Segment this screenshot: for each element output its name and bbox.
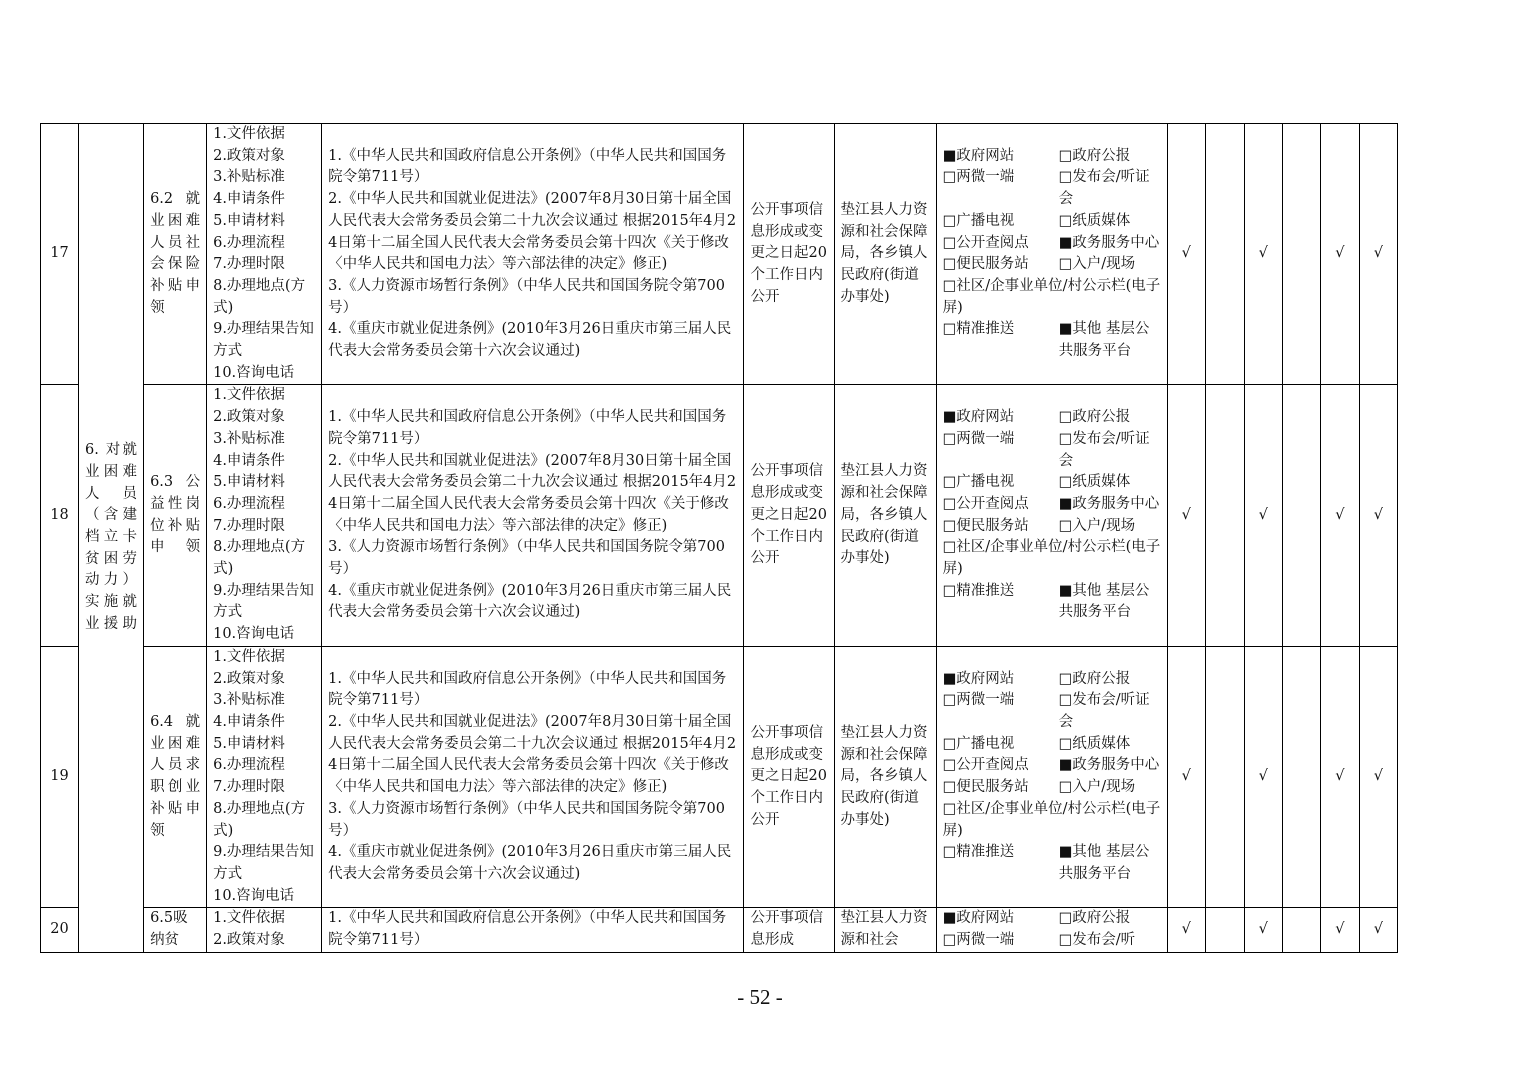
disclosure-item: 2.政策对象 [213,409,285,426]
law-reference: 1.《中华人民共和国政府信息公开条例》（中华人民共和国国务院令第711号） [328,409,727,447]
department-cell: 垫江县人力资源和社会保障局，各乡镇人民政府(街道办事处) [834,385,936,646]
law-reference: 3.《人力资源市场暂行条例》（中华人民共和国国务院令第700号） [328,800,725,839]
law-reference: 3.《人力资源市场暂行条例》（中华人民共和国国务院令第700号） [328,277,725,316]
check-cell: √ [1359,908,1397,952]
check-cell: √ [1359,124,1397,385]
channel-option: □公开查阅点 [942,234,1029,251]
check-cell: √ [1167,124,1205,385]
check-cell: √ [1320,385,1359,646]
channel-option: □广播电视 [942,212,1015,229]
timing-cell: 公开事项信息形成或变更之日起20个工作日内公开 [744,385,834,646]
channel-option: □纸质媒体 [1058,212,1131,229]
law-reference: 4.《重庆市就业促进条例》(2010年3月26日重庆市第三届人民代表大会常务委员会第十六次会议通过) [328,844,732,882]
channel-option: □精准推送 [942,321,1015,338]
check-cell: √ [1167,646,1205,907]
channel-option: □便民服务站 [942,779,1029,796]
channel-option: □两微一端 [942,169,1015,186]
channel-option: □广播电视 [942,474,1015,491]
table-row [41,124,1398,385]
channel-option: ■政府网站 [942,910,1015,927]
channel-option: □入户/现场 [1058,517,1136,534]
law-cell [322,908,744,952]
check-cell: √ [1320,908,1359,952]
row-number: 19 [41,646,79,907]
disclosure-item: 3.补贴标准 [213,430,285,447]
items-cell [207,385,322,646]
channel-option: □两微一端 [942,430,1015,447]
law-cell [322,646,744,907]
disclosure-item: 5.申请材料 [213,212,285,229]
disclosure-item: 8.办理地点(方式) [213,800,306,839]
law-reference: 1.《中华人民共和国政府信息公开条例》（中华人民共和国国务院令第711号） [328,910,727,949]
disclosure-item: 8.办理地点(方式) [213,539,306,578]
channel-option: □纸质媒体 [1058,474,1131,491]
law-reference: 1.《中华人民共和国政府信息公开条例》（中华人民共和国国务院令第711号） [328,670,727,709]
items-cell [207,908,322,952]
channel-option: □公开查阅点 [942,757,1029,774]
disclosure-item: 2.政策对象 [213,670,285,687]
row-number: 20 [41,908,79,952]
channel-option: □精准推送 [942,582,1015,599]
category-cell: 6. 对就业困难人员（含建档立卡贫困劳动力）实施就业援助 [79,124,144,953]
disclosure-item: 1.文件依据 [213,126,285,142]
disclosure-item: 6.办理流程 [213,757,285,774]
channel-option: □社区/企事业单位/村公示栏(电子屏) [942,539,1161,578]
disclosure-table [40,123,1398,953]
timing-cell: 公开事项信息形成或变更之日起20个工作日内公开 [744,646,834,907]
subitem-cell: 6.4就业困难人员求职创业补贴申领 [144,646,207,907]
channel-option: □政府公报 [1058,147,1131,164]
channel-option: ■政务服务中心 [1058,757,1160,774]
disclosure-item: 3.补贴标准 [213,692,285,709]
table-row [41,908,1398,952]
timing-cell [744,908,834,952]
subitem-cell: 6.3公益性岗位补贴申领 [144,385,207,646]
check-cell: √ [1244,908,1282,952]
table-row [41,385,1398,646]
channel-option: □社区/企事业单位/村公示栏(电子屏) [942,277,1161,316]
disclosure-item: 1.文件依据 [213,648,285,665]
channels-cell [936,646,1167,907]
items-cell [207,646,322,907]
disclosure-item: 2.政策对象 [213,932,285,949]
channel-option: □两微一端 [942,932,1015,949]
law-reference: 2.《中华人民共和国就业促进法》(2007年8月30日第十届全国人民代表大会常务委员会第二十九次会议通过 根据2015年4月24日第十二届全国人民代表大会常务委员会第十四次《关于修改〈中华人民共和国电力法〉等六部法律的决定》修正) [328,191,737,273]
disclosure-item: 10.咨询电话 [213,887,295,904]
table-row [41,646,1398,907]
check-cell: √ [1320,124,1359,385]
check-cell [1205,908,1244,952]
disclosure-item: 3.补贴标准 [213,169,285,186]
disclosure-item: 10.咨询电话 [213,364,295,381]
table-body [41,124,1398,953]
channel-option: □广播电视 [942,735,1015,752]
law-reference: 4.《重庆市就业促进条例》(2010年3月26日重庆市第三届人民代表大会常务委员会第十六次会议通过) [328,321,732,360]
disclosure-item: 10.咨询电话 [213,626,295,643]
check-cell: √ [1244,124,1282,385]
timing-text: 公开事项信息形成 [750,910,823,949]
disclosure-item: 6.办理流程 [213,234,285,251]
channel-option: ■政府网站 [942,409,1015,426]
disclosure-item: 4.申请条件 [213,191,285,208]
check-cell: √ [1167,385,1205,646]
channel-option: □发布会/听证会 [1058,692,1150,730]
law-reference: 3.《人力资源市场暂行条例》（中华人民共和国国务院令第700号） [328,539,725,578]
law-reference: 1.《中华人民共和国政府信息公开条例》（中华人民共和国国务院令第711号） [328,147,727,186]
disclosure-item: 5.申请材料 [213,474,285,491]
channels-cell [936,385,1167,646]
department-cell: 垫江县人力资源和社会保障局，各乡镇人民政府(街道办事处) [834,646,936,907]
law-cell [322,124,744,385]
disclosure-item: 4.申请条件 [213,713,285,730]
row-number: 18 [41,385,79,646]
channel-option: □纸质媒体 [1058,735,1131,752]
disclosure-item: 6.办理流程 [213,495,285,512]
disclosure-item: 7.办理时限 [213,256,285,273]
law-cell [322,385,744,646]
check-cell: √ [1167,908,1205,952]
subitem-cell: 6.2就业困难人员社会保险补贴申领 [144,124,207,385]
channel-option: □入户/现场 [1058,256,1136,273]
check-cell [1282,385,1320,646]
channel-option: □政府公报 [1058,409,1131,426]
department-text: 垫江县人力资源和社会 [840,910,928,949]
channel-option: ■政府网站 [942,670,1015,687]
check-cell [1205,646,1244,907]
channel-option: □政府公报 [1058,910,1131,927]
channel-option: ■其他 基层公共服务平台 [1058,582,1150,621]
check-cell: √ [1244,385,1282,646]
disclosure-item: 9.办理结果告知方式 [213,321,314,360]
subitem-cell [144,908,207,952]
channel-option: □发布会/听 [1058,932,1136,949]
check-cell: √ [1244,646,1282,907]
check-cell [1205,385,1244,646]
check-cell: √ [1359,385,1397,646]
channel-option: □发布会/听证会 [1058,430,1150,469]
channel-option: □精准推送 [942,844,1015,861]
channel-option: □公开查阅点 [942,495,1029,512]
disclosure-item: 2.政策对象 [213,147,285,164]
disclosure-item: 8.办理地点(方式) [213,277,306,316]
channel-option: □社区/企事业单位/村公示栏(电子屏) [942,800,1161,839]
timing-cell: 公开事项信息形成或变更之日起20个工作日内公开 [744,124,834,385]
disclosure-item: 5.申请材料 [213,735,285,752]
channel-option: □两微一端 [942,692,1015,709]
channel-option: ■政务服务中心 [1058,234,1160,251]
subitem-text: 6.5吸纳贫 [150,910,188,949]
disclosure-item: 9.办理结果告知方式 [213,844,314,882]
law-reference: 2.《中华人民共和国就业促进法》(2007年8月30日第十届全国人民代表大会常务委员会第二十九次会议通过 根据2015年4月24日第十二届全国人民代表大会常务委员会第十四次《关于修改〈中华人民共和国电力法〉等六部法律的决定》修正) [328,713,737,796]
check-cell [1282,124,1320,385]
disclosure-item: 4.申请条件 [213,452,285,469]
check-cell: √ [1320,646,1359,907]
channel-option: ■其他 基层公共服务平台 [1058,844,1150,882]
department-cell [834,908,936,952]
law-reference: 4.《重庆市就业促进条例》(2010年3月26日重庆市第三届人民代表大会常务委员会第十六次会议通过) [328,582,732,621]
channels-cell [936,124,1167,385]
check-cell: √ [1359,646,1397,907]
disclosure-item: 9.办理结果告知方式 [213,582,314,621]
channel-option: □发布会/听证会 [1058,169,1150,208]
check-cell [1282,646,1320,907]
disclosure-item: 1.文件依据 [213,910,285,927]
disclosure-item: 7.办理时限 [213,779,285,796]
department-cell: 垫江县人力资源和社会保障局，各乡镇人民政府(街道办事处) [834,124,936,385]
channel-option: □政府公报 [1058,670,1131,687]
check-cell [1282,908,1320,952]
channel-option: □入户/现场 [1058,779,1136,796]
disclosure-item: 1.文件依据 [213,387,285,404]
channel-option: □便民服务站 [942,517,1029,534]
check-cell [1205,124,1244,385]
row-number: 17 [41,124,79,385]
law-reference: 2.《中华人民共和国就业促进法》(2007年8月30日第十届全国人民代表大会常务委员会第二十九次会议通过 根据2015年4月24日第十二届全国人民代表大会常务委员会第十四次《关于修改〈中华人民共和国电力法〉等六部法律的决定》修正) [328,452,737,534]
channel-option: ■其他 基层公共服务平台 [1058,321,1150,360]
channel-option: □便民服务站 [942,256,1029,273]
items-cell [207,124,322,385]
disclosure-item: 7.办理时限 [213,517,285,534]
page-number: - 52 - [737,985,783,1009]
channels-cell [936,908,1167,952]
channel-option: ■政府网站 [942,147,1015,164]
channel-option: ■政务服务中心 [1058,495,1160,512]
